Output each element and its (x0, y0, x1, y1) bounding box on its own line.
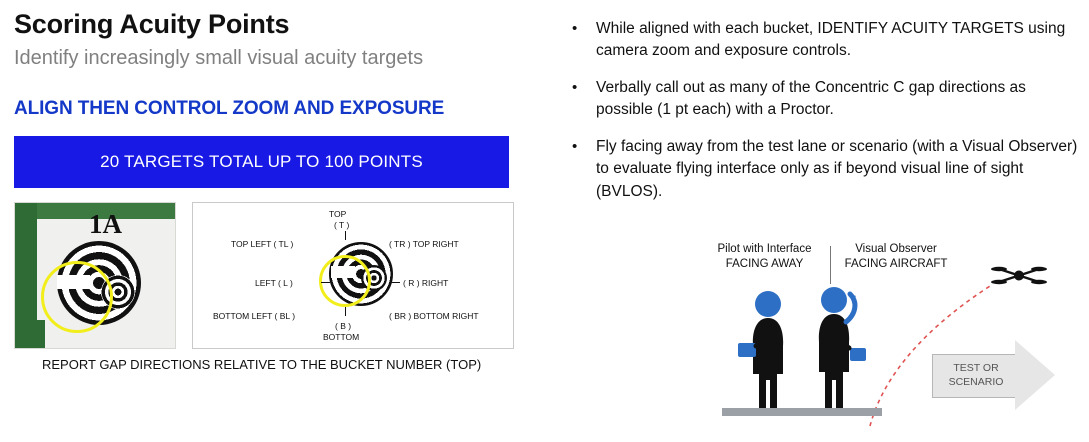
targets-banner-label: 20 TARGETS TOTAL UP TO 100 POINTS (100, 151, 423, 171)
diagram-label-bottom-letter: ( B ) (335, 320, 352, 331)
bullet-text: Fly facing away from the test lane or scenario (with a Visual Observer) to evaluate flying interface only as if beyond visual line of sight (BVLOS). (596, 137, 1078, 200)
diagram-tick-bottom (345, 307, 346, 316)
observer-label-line1: Visual Observer (855, 243, 937, 255)
diagram-label-top-letter: ( T ) (334, 219, 350, 230)
diagram-label-bottom: BOTTOM (323, 331, 360, 342)
highlight-circle-icon (41, 261, 113, 333)
diagram-caption: REPORT GAP DIRECTIONS RELATIVE TO THE BUCKET NUMBER (TOP) (42, 356, 482, 372)
bullet-marker-icon: • (572, 78, 578, 96)
bvlos-illustration (670, 240, 1070, 435)
list-item (572, 18, 1082, 63)
diagram-label-left: LEFT ( L ) (255, 277, 293, 288)
bullet-text: Verbally call out as many of the Concentric C gap directions as possible (1 pt each) with a Proctor. (596, 78, 1026, 119)
gap-direction-diagram (192, 202, 514, 349)
pilot-label (702, 242, 827, 272)
page-title: Scoring Acuity Points (14, 9, 290, 39)
arrow-label-line1: TEST OR (953, 362, 999, 374)
left-column (14, 10, 544, 372)
diagram-label-top: TOP (329, 208, 347, 219)
observer-label-line2: FACING AIRCRAFT (844, 257, 948, 270)
diagram-label-top-left: TOP LEFT ( TL ) (231, 238, 294, 249)
arrow-head-icon (1015, 340, 1055, 410)
diagram-tick-top (345, 231, 346, 240)
diagram-tick-right (391, 282, 400, 283)
bucket-photo (14, 202, 176, 349)
diagram-label-top-right: ( TR ) TOP RIGHT (389, 238, 459, 249)
diagram-tick-left (321, 282, 330, 283)
diagram-label-right: ( R ) RIGHT (403, 277, 449, 288)
diagram-highlight-circle-icon (319, 255, 371, 307)
arrow-label (940, 362, 1012, 389)
pilot-figure-icon (732, 288, 802, 413)
diagram-label-bottom-right: ( BR ) BOTTOM RIGHT (389, 310, 479, 321)
drone-icon (990, 262, 1048, 290)
media-row (14, 202, 544, 349)
arrow-label-line2: SCENARIO (948, 375, 1004, 388)
list-item (572, 136, 1082, 203)
test-scenario-arrow (932, 340, 1057, 410)
targets-banner (14, 136, 509, 188)
label-divider (830, 246, 831, 284)
diagram-label-bottom-left: BOTTOM LEFT ( BL ) (213, 310, 296, 321)
section-heading: ALIGN THEN CONTROL ZOOM AND EXPOSURE (14, 97, 445, 119)
ground-bar (722, 408, 882, 416)
bucket-number-label: 1A (89, 208, 122, 239)
pilot-label-line2: FACING AWAY (725, 257, 804, 270)
list-item (572, 77, 1082, 122)
bullet-list (572, 18, 1082, 217)
observer-figure-icon (800, 282, 880, 414)
photo-green-bottom-left (15, 320, 45, 348)
bullet-text: While aligned with each bucket, IDENTIFY ACUITY TARGETS using camera zoom and exposure controls. (596, 20, 1066, 60)
bullet-marker-icon: • (572, 20, 578, 37)
pilot-label-line1: Pilot with Interface (717, 243, 812, 255)
page-subtitle: Identify increasingly small visual acuity targets (14, 46, 424, 69)
bullet-marker-icon: • (572, 137, 578, 155)
